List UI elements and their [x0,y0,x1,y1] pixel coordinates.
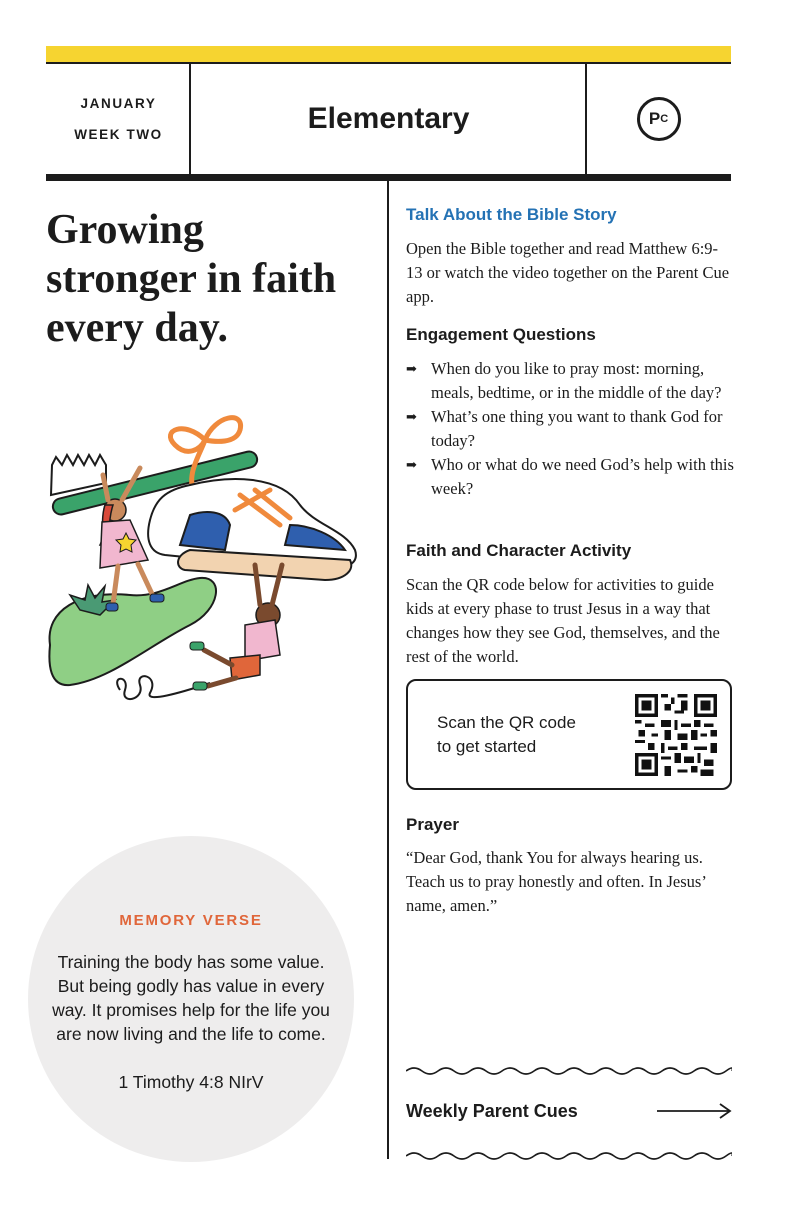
date-box [46,64,191,174]
arrow-right-icon[interactable] [655,1102,733,1120]
header-rule [46,174,731,181]
headline-line-1: Growing [46,207,204,253]
kid-two-shoe-left [190,642,204,650]
arrow-bullet-icon: ➡ [406,409,417,424]
kid-one-shoe-right [150,594,164,602]
kid-two-shoe-right [193,682,207,690]
arrow-bullet-icon: ➡ [406,457,417,472]
activity-heading: Faith and Character Activity [406,541,632,560]
grass-blob [49,578,216,685]
activity-body: Scan the QR code below for activities to guide kids at every phase to trust Jesus in a way that changes how they see God, themselves, and the rest of the world. [406,575,720,666]
parent-cue-logo [637,97,681,141]
question-text: When do you like to pray most: morning, meals, bedtime, or in the middle of the day? [431,359,722,402]
qr-card[interactable] [406,679,732,790]
engagement-question [406,405,734,453]
grade-title: Elementary [307,102,470,135]
logo-superscript: C [660,113,669,125]
wavy-divider-top [406,1066,732,1076]
arrow-bullet-icon: ➡ [406,361,417,376]
header [46,62,731,174]
prayer-heading: Prayer [406,815,459,834]
month-label: JANUARY [80,96,157,111]
engagement-question [406,453,734,501]
engagement-heading: Engagement Questions [406,325,596,344]
qr-card-text [437,711,617,759]
memory-verse-title: MEMORY VERSE [119,912,263,929]
kid-one-shoe-left [106,603,118,611]
prayer-body: “Dear God, thank You for always hearing us. Teach us to pray honestly and often. In Jesus’ name, amen.” [406,848,706,915]
bible-story-body: Open the Bible together and read Matthew 6:9-13 or watch the video together on the Parent Cue app. [406,239,730,306]
question-text: What’s one thing you want to thank God for today? [431,407,723,450]
kid-two-shirt [245,620,280,661]
wavy-divider-bottom [406,1151,732,1161]
headline-line-3: every day. [46,305,228,351]
memory-verse-reference: 1 Timothy 4:8 NIrV [118,1072,264,1092]
question-text: Who or what do we need God’s help with this week? [431,455,734,498]
engagement-question-list [406,357,734,501]
qr-code[interactable] [635,694,717,776]
top-accent-bar [46,46,731,62]
logo-letter: P [648,109,661,128]
headline [46,206,376,353]
column-divider [387,181,389,1159]
qr-card-line-1: Scan the QR code [437,713,576,732]
weekly-parent-cues-link[interactable]: Weekly Parent Cues [406,1101,578,1121]
kids-toothbrush-sneaker-illustration [40,400,370,720]
qr-card-line-2: to get started [437,737,537,756]
memory-verse-text: Training the body has some value. But being godly has value in every way. It promises help for the life you are now living and the life to come. [52,952,330,1044]
engagement-question [406,357,734,405]
bible-story-heading: Talk About the Bible Story [406,205,617,224]
logo-box [586,64,731,174]
headline-line-2: stronger in faith [46,256,337,302]
week-label: WEEK TWO [74,127,163,142]
